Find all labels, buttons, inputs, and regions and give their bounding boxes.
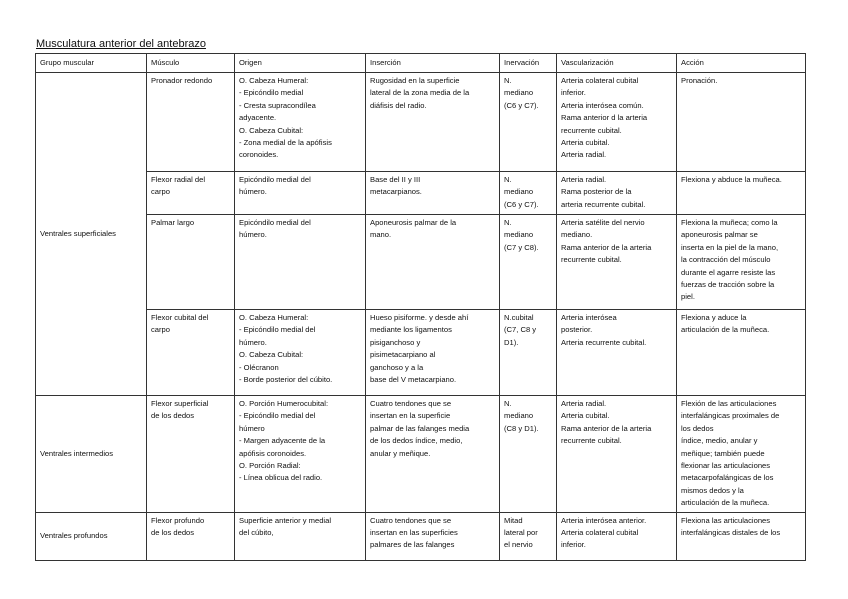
- cell-line: apófisis coronoides.: [239, 448, 307, 458]
- cell-line: Arteria interósea: [561, 313, 617, 322]
- table-row: [36, 215, 806, 310]
- cell-line: O. Cabeza Humeral:: [239, 313, 309, 322]
- cell-line: Flexor cubital del: [151, 313, 209, 322]
- cell-line: mano.: [370, 230, 392, 240]
- cell-line: carpo: [151, 187, 170, 197]
- cell-line: Epicóndilo medial del: [239, 218, 311, 227]
- cell-line: - Borde posterior del cúbito.: [239, 375, 333, 385]
- cell: [500, 310, 557, 396]
- group-cell: Ventrales profundos: [36, 512, 147, 560]
- cell-line: Mitad: [504, 515, 523, 525]
- cell: [366, 172, 500, 215]
- cell-line: D1).: [504, 337, 519, 347]
- muscle-table: [35, 53, 806, 561]
- cell-line: Aponeurosis palmar de la: [370, 218, 457, 227]
- cell-line: ganchoso y a la: [370, 362, 424, 372]
- cell: [677, 172, 806, 215]
- cell-line: Hueso pisiforme. y desde ahí: [370, 313, 469, 322]
- document-title: Musculatura anterior del antebrazo: [36, 38, 206, 50]
- cell-line: - Línea oblicua del radio.: [239, 473, 323, 483]
- cell-line: Arteria radial.: [561, 175, 607, 184]
- cell-line: Cuatro tendones que se: [370, 399, 452, 408]
- cell-line: palmares de las falanges: [370, 540, 455, 550]
- cell-line: anular y meñique.: [370, 448, 431, 458]
- cell-line: O. Porción Radial:: [239, 461, 301, 471]
- cell-line: palmar de las falanges media: [370, 423, 470, 433]
- cell-line: - Cresta supracondílea: [239, 100, 316, 110]
- cell-line: N.: [504, 399, 512, 408]
- cell-line: Flexor profundo: [151, 515, 205, 525]
- cell: [235, 396, 366, 513]
- cell-line: arteria recurrente cubital.: [561, 199, 646, 209]
- cell-line: mediano: [504, 187, 534, 197]
- header-cell: Origen: [235, 54, 366, 73]
- table-row: [36, 310, 806, 396]
- cell: [235, 73, 366, 172]
- cell-line: pisiganchoso y: [370, 337, 421, 347]
- cell-line: insertan en la superficie: [370, 411, 451, 421]
- cell-line: mediante los ligamentos: [370, 325, 452, 335]
- cell-line: Rama anterior de la arteria: [561, 423, 652, 433]
- cell: [235, 310, 366, 396]
- cell-line: Arteria interósea común.: [561, 100, 644, 110]
- table-row: [36, 172, 806, 215]
- cell-line: Base del II y III: [370, 175, 421, 184]
- cell-line: Flexiona y abduce la muñeca.: [681, 175, 782, 184]
- cell-line: N.: [504, 76, 512, 85]
- cell-line: Flexiona y aduce la: [681, 313, 747, 322]
- cell: [557, 512, 677, 560]
- cell-line: Arteria cubital.: [561, 138, 610, 148]
- cell-line: Rama anterior de la arteria: [561, 242, 652, 252]
- cell-line: Flexor superficial: [151, 399, 209, 408]
- cell-line: húmero: [239, 423, 265, 433]
- header-cell: Grupo muscular: [36, 54, 147, 73]
- cell-line: Arteria cubital.: [561, 411, 610, 421]
- cell: [500, 396, 557, 513]
- cell-line: de los dedos: [151, 411, 195, 421]
- cell-line: O. Cabeza Humeral:: [239, 76, 309, 85]
- cell-line: la contracción del músculo: [681, 255, 771, 265]
- cell-line: Epicóndilo medial del: [239, 175, 311, 184]
- cell: [500, 172, 557, 215]
- cell-line: diáfisis del radio.: [370, 100, 427, 110]
- cell-line: mediano: [504, 411, 534, 421]
- cell: [147, 73, 235, 172]
- cell-line: recurrente cubital.: [561, 436, 622, 446]
- cell: [147, 215, 235, 310]
- cell-line: del cúbito,: [239, 528, 274, 538]
- cell-line: - Epicóndilo medial: [239, 88, 304, 98]
- cell: [677, 396, 806, 513]
- cell: [366, 73, 500, 172]
- cell-line: mismos dedos y la: [681, 485, 744, 495]
- cell-line: inferior.: [561, 88, 586, 98]
- cell-line: (C7 y C8).: [504, 242, 539, 252]
- cell-line: de los dedos: [151, 528, 195, 538]
- cell: [235, 512, 366, 560]
- cell-line: piel.: [681, 292, 695, 302]
- cell-line: Flexión de las articulaciones: [681, 399, 777, 408]
- cell-line: N.cubital: [504, 313, 534, 322]
- table-row: [36, 73, 806, 172]
- cell-line: - Epicóndilo medial del: [239, 325, 316, 335]
- cell-line: los dedos: [681, 423, 714, 433]
- cell: [366, 215, 500, 310]
- cell: [366, 512, 500, 560]
- cell-line: recurrente cubital.: [561, 125, 622, 135]
- cell-line: mediano.: [561, 230, 593, 240]
- cell-line: Pronador redondo: [151, 76, 213, 85]
- cell-line: durante el agarre resiste las: [681, 267, 776, 277]
- cell: [557, 172, 677, 215]
- cell-line: Arteria interósea anterior.: [561, 515, 647, 525]
- header-row: [36, 54, 806, 73]
- cell-line: O. Porción Humerocubital:: [239, 399, 329, 408]
- cell-line: N.: [504, 218, 512, 227]
- cell-line: meñique; también puede: [681, 448, 765, 458]
- cell-line: de los dedos índice, medio,: [370, 436, 463, 446]
- cell: [677, 512, 806, 560]
- cell-line: Flexiona las articulaciones: [681, 515, 771, 525]
- cell: [235, 172, 366, 215]
- cell-line: Arteria colateral cubital: [561, 76, 639, 85]
- cell-line: el nervio: [504, 540, 533, 550]
- cell-line: inferior.: [561, 540, 586, 550]
- cell-line: Arteria satélite del nervio: [561, 218, 645, 227]
- cell-line: coronoides.: [239, 150, 279, 160]
- cell-line: articulación de la muñeca.: [681, 498, 770, 508]
- cell: [500, 512, 557, 560]
- cell-line: índice, medio, anular y: [681, 436, 758, 446]
- cell-line: - Zona medial de la apófisis: [239, 138, 332, 148]
- cell-line: Pronación.: [681, 76, 718, 85]
- cell: [557, 73, 677, 172]
- cell-line: Arteria radial.: [561, 399, 607, 408]
- table-row: [36, 512, 806, 560]
- cell-line: metacarpofalángicas de los: [681, 473, 774, 483]
- header-cell: Inserción: [366, 54, 500, 73]
- cell-line: insertan en las superficies: [370, 528, 458, 538]
- group-cell: Ventrales superficiales: [36, 73, 147, 396]
- cell-line: fuerzas de tracción sobre la: [681, 280, 775, 290]
- cell-line: aponeurosis palmar se: [681, 230, 758, 240]
- cell-line: - Epicóndilo medial del: [239, 411, 316, 421]
- cell-line: (C7, C8 y: [504, 325, 537, 335]
- cell-line: húmero.: [239, 230, 267, 240]
- cell: [500, 73, 557, 172]
- cell: [500, 215, 557, 310]
- cell-line: Rama anterior d la arteria: [561, 113, 648, 123]
- cell-line: - Olécranon: [239, 362, 279, 372]
- cell-line: Arteria radial.: [561, 150, 607, 160]
- header-cell: Inervación: [500, 54, 557, 73]
- cell: [147, 512, 235, 560]
- cell-line: (C6 y C7).: [504, 199, 539, 209]
- cell-line: base del V metacarpiano.: [370, 375, 457, 385]
- cell-line: flexionar las articulaciones: [681, 461, 771, 471]
- cell-line: inserta en la piel de la mano,: [681, 242, 779, 252]
- cell-line: adyacente.: [239, 113, 277, 123]
- cell: [557, 396, 677, 513]
- cell: [147, 172, 235, 215]
- cell-line: Arteria recurrente cubital.: [561, 337, 647, 347]
- cell-line: interfalángicas distales de los: [681, 528, 781, 538]
- cell-line: interfalángicas proximales de: [681, 411, 780, 421]
- cell: [366, 310, 500, 396]
- cell: [677, 215, 806, 310]
- cell-line: N.: [504, 175, 512, 184]
- cell: [557, 215, 677, 310]
- cell-line: húmero.: [239, 187, 267, 197]
- cell-line: recurrente cubital.: [561, 255, 622, 265]
- header-cell: Vascularización: [557, 54, 677, 73]
- cell-line: O. Cabeza Cubital:: [239, 350, 304, 360]
- table-row: [36, 396, 806, 513]
- cell-line: pisimetacarpiano al: [370, 350, 436, 360]
- cell-line: lateral de la zona media de la: [370, 88, 470, 98]
- cell-line: carpo: [151, 325, 170, 335]
- cell: [235, 215, 366, 310]
- header-cell: Acción: [677, 54, 806, 73]
- header-cell: Músculo: [147, 54, 235, 73]
- cell-line: mediano: [504, 230, 534, 240]
- cell-line: lateral por: [504, 528, 538, 538]
- cell-line: Cuatro tendones que se: [370, 515, 452, 525]
- cell-line: articulación de la muñeca.: [681, 325, 770, 335]
- cell-line: metacarpianos.: [370, 187, 422, 197]
- group-cell: Ventrales intermedios: [36, 396, 147, 513]
- cell-line: húmero.: [239, 337, 267, 347]
- cell-line: posterior.: [561, 325, 593, 335]
- cell-line: - Margen adyacente de la: [239, 436, 326, 446]
- cell-line: mediano: [504, 88, 534, 98]
- cell-line: Flexiona la muñeca; como la: [681, 218, 778, 227]
- cell-line: Palmar largo: [151, 218, 195, 227]
- cell: [366, 396, 500, 513]
- cell-line: (C8 y D1).: [504, 423, 539, 433]
- cell: [677, 73, 806, 172]
- cell-line: Rama posterior de la: [561, 187, 632, 197]
- cell-line: (C6 y C7).: [504, 100, 539, 110]
- cell-line: O. Cabeza Cubital:: [239, 125, 304, 135]
- cell: [147, 310, 235, 396]
- cell-line: Superficie anterior y medial: [239, 515, 332, 525]
- cell-line: Rugosidad en la superficie: [370, 76, 460, 85]
- cell-line: Flexor radial del: [151, 175, 206, 184]
- cell: [557, 310, 677, 396]
- cell: [147, 396, 235, 513]
- cell: [677, 310, 806, 396]
- cell-line: Arteria colateral cubital: [561, 528, 639, 538]
